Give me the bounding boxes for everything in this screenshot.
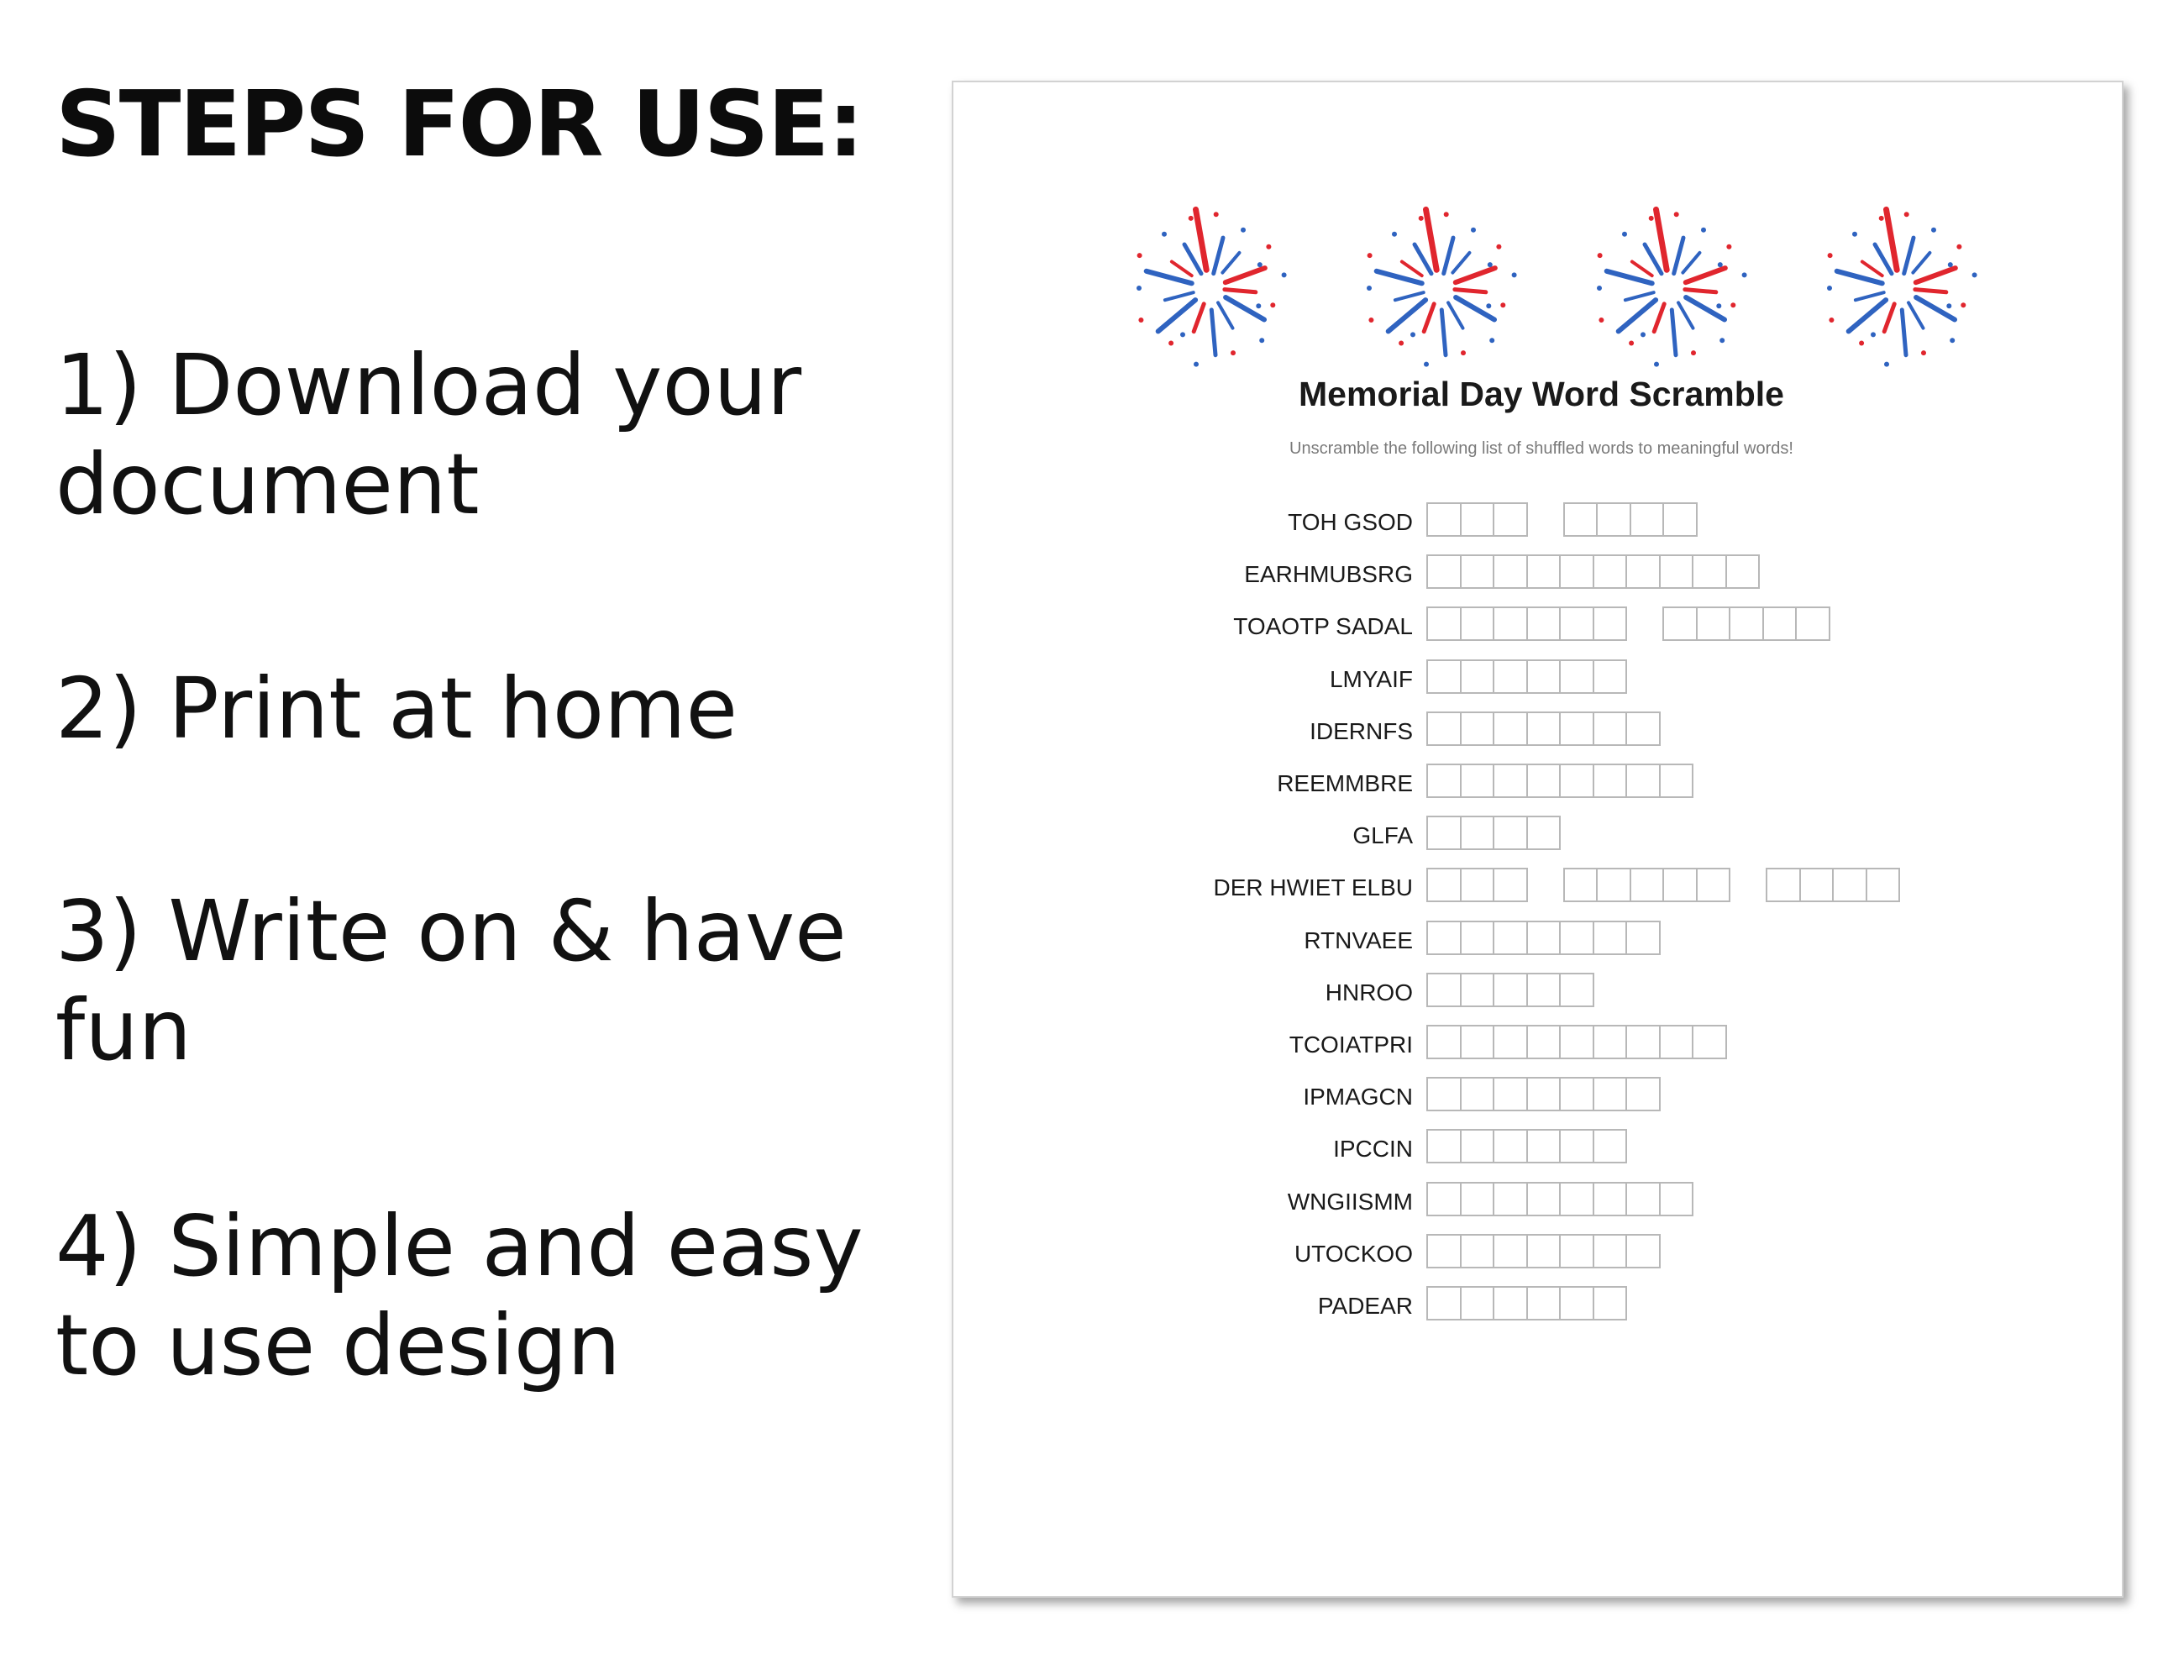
answer-word-group: [1426, 1286, 1627, 1323]
letter-box[interactable]: [1426, 868, 1462, 902]
answer-boxes: [1426, 1234, 1696, 1271]
letter-box[interactable]: [1526, 1286, 1562, 1320]
letter-box[interactable]: [1795, 606, 1830, 641]
letter-box[interactable]: [1593, 554, 1628, 589]
answer-boxes: [1426, 1286, 1662, 1323]
letter-box[interactable]: [1426, 921, 1462, 955]
letter-box[interactable]: [1559, 1286, 1594, 1320]
answer-boxes: [1426, 1182, 1729, 1219]
answer-word-group: [1426, 1077, 1661, 1114]
step-print: 2) Print at home: [55, 659, 738, 758]
letter-box[interactable]: [1696, 868, 1731, 902]
letter-box[interactable]: [1593, 1182, 1628, 1216]
letter-box[interactable]: [1766, 868, 1801, 902]
letter-box[interactable]: [1526, 606, 1562, 641]
letter-box[interactable]: [1692, 1025, 1727, 1059]
scrambled-word: TCOIATPRI: [1289, 1032, 1413, 1058]
scramble-row: [953, 659, 2121, 696]
letter-box[interactable]: [1493, 973, 1528, 1007]
letter-box[interactable]: [1625, 1025, 1661, 1059]
scrambled-word: HNROO: [1325, 979, 1413, 1005]
letter-box[interactable]: [1460, 973, 1495, 1007]
letter-box[interactable]: [1559, 1077, 1594, 1111]
letter-box[interactable]: [1559, 711, 1594, 746]
scramble-row: [953, 1077, 2121, 1114]
letter-box[interactable]: [1526, 764, 1562, 798]
answer-word-group: [1426, 1129, 1627, 1166]
letter-box[interactable]: [1559, 1182, 1594, 1216]
letter-box[interactable]: [1460, 1077, 1495, 1111]
letter-box[interactable]: [1866, 868, 1901, 902]
letter-box[interactable]: [1426, 816, 1462, 850]
scrambled-word: PADEAR: [1317, 1293, 1413, 1319]
scrambled-word: DER HWIET ELBU: [1213, 874, 1413, 900]
letter-box[interactable]: [1493, 1025, 1528, 1059]
scramble-row: [953, 868, 2121, 905]
answer-word-group: [1426, 502, 1528, 539]
letter-box[interactable]: [1460, 1182, 1495, 1216]
letter-box[interactable]: [1526, 711, 1562, 746]
letter-box[interactable]: [1659, 1025, 1694, 1059]
scrambled-word: REEMMBRE: [1277, 770, 1413, 796]
letter-box[interactable]: [1426, 502, 1462, 537]
letter-box[interactable]: [1559, 554, 1594, 589]
letter-box[interactable]: [1493, 764, 1528, 798]
answer-boxes: [1426, 659, 1662, 696]
scrambled-word: UTOCKOO: [1294, 1241, 1413, 1267]
firework-icon: [1130, 200, 1289, 376]
answer-word-group: [1426, 659, 1627, 696]
scramble-row: [953, 921, 2121, 958]
letter-box[interactable]: [1526, 554, 1562, 589]
letter-box[interactable]: [1559, 1025, 1594, 1059]
letter-box[interactable]: [1493, 1129, 1528, 1163]
letter-box[interactable]: [1426, 1234, 1462, 1268]
letter-box[interactable]: [1725, 554, 1761, 589]
letter-box[interactable]: [1625, 1182, 1661, 1216]
letter-box[interactable]: [1493, 816, 1528, 850]
firework-icon: [1360, 200, 1520, 376]
letter-box[interactable]: [1493, 1234, 1528, 1268]
scramble-row: [953, 711, 2121, 748]
answer-word-group: [1426, 1025, 1727, 1062]
letter-box[interactable]: [1426, 606, 1462, 641]
letter-box[interactable]: [1460, 868, 1495, 902]
letter-box[interactable]: [1559, 659, 1594, 694]
letter-box[interactable]: [1593, 606, 1628, 641]
answer-word-group: [1662, 606, 1830, 643]
letter-box[interactable]: [1526, 1234, 1562, 1268]
letter-box[interactable]: [1493, 554, 1528, 589]
letter-box[interactable]: [1625, 1234, 1661, 1268]
letter-box[interactable]: [1729, 606, 1764, 641]
letter-box[interactable]: [1659, 764, 1694, 798]
answer-boxes: [1426, 502, 1733, 539]
letter-box[interactable]: [1426, 1077, 1462, 1111]
letter-box[interactable]: [1526, 1129, 1562, 1163]
letter-box[interactable]: [1426, 1182, 1462, 1216]
scrambled-word: RTNVAEE: [1304, 927, 1413, 953]
letter-box[interactable]: [1625, 921, 1661, 955]
scramble-row: [953, 554, 2121, 591]
scramble-row: [953, 816, 2121, 853]
answer-word-group: [1563, 868, 1731, 905]
letter-box[interactable]: [1426, 659, 1462, 694]
letter-box[interactable]: [1559, 973, 1594, 1007]
scramble-row: [953, 606, 2121, 643]
letter-box[interactable]: [1460, 921, 1495, 955]
scramble-row: [953, 1129, 2121, 1166]
letter-box[interactable]: [1526, 816, 1562, 850]
letter-box[interactable]: [1593, 1129, 1628, 1163]
answer-word-group: [1766, 868, 1900, 905]
answer-boxes: [1426, 973, 1630, 1010]
letter-box[interactable]: [1559, 764, 1594, 798]
letter-box[interactable]: [1526, 1025, 1562, 1059]
letter-box[interactable]: [1460, 1129, 1495, 1163]
scrambled-word: TOAOTP SADAL: [1233, 613, 1413, 639]
letter-box[interactable]: [1596, 868, 1631, 902]
letter-box[interactable]: [1696, 606, 1731, 641]
letter-box[interactable]: [1493, 1182, 1528, 1216]
answer-boxes: [1426, 816, 1596, 853]
scrambled-word: IPMAGCN: [1303, 1084, 1413, 1110]
letter-box[interactable]: [1526, 973, 1562, 1007]
answer-boxes: [1426, 606, 1866, 643]
letter-box[interactable]: [1559, 606, 1594, 641]
answer-boxes: [1426, 921, 1696, 958]
letter-box[interactable]: [1593, 1025, 1628, 1059]
scrambled-word: TOH GSOD: [1288, 509, 1413, 535]
answer-boxes: [1426, 764, 1729, 801]
letter-box[interactable]: [1493, 1077, 1528, 1111]
letter-box[interactable]: [1426, 711, 1462, 746]
answer-boxes: [1426, 711, 1696, 748]
letter-box[interactable]: [1460, 1025, 1495, 1059]
letter-box[interactable]: [1625, 1077, 1661, 1111]
fireworks-banner: [1130, 200, 1970, 376]
scramble-row: [953, 973, 2121, 1010]
instructions-panel: [55, 72, 912, 1394]
letter-box[interactable]: [1659, 554, 1694, 589]
letter-box[interactable]: [1493, 1286, 1528, 1320]
letter-box[interactable]: [1659, 1182, 1694, 1216]
worksheet-page: [952, 81, 2124, 1598]
letter-box[interactable]: [1426, 1025, 1462, 1059]
letter-box[interactable]: [1559, 921, 1594, 955]
step-download: 1) Download your document: [55, 336, 802, 533]
letter-box[interactable]: [1493, 711, 1528, 746]
answer-boxes: [1426, 1077, 1696, 1114]
letter-box[interactable]: [1426, 554, 1462, 589]
answer-word-group: [1426, 711, 1661, 748]
scramble-row: [953, 1025, 2121, 1062]
letter-box[interactable]: [1625, 554, 1661, 589]
letter-box[interactable]: [1460, 764, 1495, 798]
letter-box[interactable]: [1692, 554, 1727, 589]
letter-box[interactable]: [1526, 921, 1562, 955]
letter-box[interactable]: [1593, 921, 1628, 955]
worksheet-title: Memorial Day Word Scramble: [1299, 375, 1784, 413]
letter-box[interactable]: [1559, 1129, 1594, 1163]
answer-word-group: [1426, 1182, 1693, 1219]
answer-word-group: [1426, 973, 1594, 1010]
letter-box[interactable]: [1493, 502, 1528, 537]
letter-box[interactable]: [1460, 1234, 1495, 1268]
letter-box[interactable]: [1460, 606, 1495, 641]
answer-boxes: [1426, 554, 1795, 591]
letter-box[interactable]: [1460, 711, 1495, 746]
scramble-row: [953, 1234, 2121, 1271]
scrambled-word: EARHMUBSRG: [1244, 561, 1413, 587]
firework-icon: [1590, 200, 1750, 376]
letter-box[interactable]: [1799, 868, 1835, 902]
letter-box[interactable]: [1625, 764, 1661, 798]
answer-word-group: [1426, 554, 1760, 591]
letter-box[interactable]: [1526, 659, 1562, 694]
letter-box[interactable]: [1563, 868, 1599, 902]
answer-word-group: [1426, 764, 1693, 801]
letter-box[interactable]: [1426, 973, 1462, 1007]
answer-boxes: [1426, 1025, 1762, 1062]
scramble-row: [953, 764, 2121, 801]
letter-box[interactable]: [1460, 659, 1495, 694]
answer-word-group: [1563, 502, 1698, 539]
letter-box[interactable]: [1563, 502, 1599, 537]
letter-box[interactable]: [1593, 1286, 1628, 1320]
letter-box[interactable]: [1662, 502, 1698, 537]
letter-box[interactable]: [1526, 1182, 1562, 1216]
scramble-row: [953, 502, 2121, 539]
answer-word-group: [1426, 868, 1528, 905]
step-write: 3) Write on & have fun: [55, 882, 847, 1079]
letter-box[interactable]: [1426, 1286, 1462, 1320]
letter-box[interactable]: [1460, 816, 1495, 850]
letter-box[interactable]: [1593, 711, 1628, 746]
letter-box[interactable]: [1662, 868, 1698, 902]
letter-box[interactable]: [1762, 606, 1798, 641]
letter-box[interactable]: [1593, 659, 1628, 694]
letter-box[interactable]: [1493, 921, 1528, 955]
steps-heading: STEPS FOR USE:: [55, 72, 863, 177]
scramble-row: [953, 1182, 2121, 1219]
scrambled-word: WNGIISMM: [1287, 1189, 1413, 1215]
step-simple-design: 4) Simple and easy to use design: [55, 1197, 864, 1394]
letter-box[interactable]: [1832, 868, 1867, 902]
letter-box[interactable]: [1493, 659, 1528, 694]
answer-word-group: [1426, 606, 1627, 643]
firework-icon: [1820, 200, 1980, 376]
letter-box[interactable]: [1630, 868, 1665, 902]
answer-word-group: [1426, 1234, 1661, 1271]
answer-boxes: [1426, 868, 1935, 905]
scrambled-word: LMYAIF: [1329, 666, 1413, 692]
letter-box[interactable]: [1596, 502, 1631, 537]
letter-box[interactable]: [1593, 1234, 1628, 1268]
scrambled-word: IDERNFS: [1310, 718, 1413, 744]
letter-box[interactable]: [1426, 1129, 1462, 1163]
letter-box[interactable]: [1662, 606, 1698, 641]
scrambled-word: GLFA: [1352, 822, 1413, 848]
letter-box[interactable]: [1593, 1077, 1628, 1111]
letter-box[interactable]: [1460, 502, 1495, 537]
letter-box[interactable]: [1493, 606, 1528, 641]
scrambled-word: IPCCIN: [1333, 1136, 1413, 1162]
letter-box[interactable]: [1630, 502, 1665, 537]
letter-box[interactable]: [1526, 1077, 1562, 1111]
letter-box[interactable]: [1593, 764, 1628, 798]
scramble-row: [953, 1286, 2121, 1323]
worksheet-subtitle: Unscramble the following list of shuffled words to meaningful words!: [1289, 439, 1793, 458]
answer-boxes: [1426, 1129, 1662, 1166]
letter-box[interactable]: [1493, 868, 1528, 902]
answer-word-group: [1426, 921, 1661, 958]
letter-box[interactable]: [1559, 1234, 1594, 1268]
letter-box[interactable]: [1460, 1286, 1495, 1320]
letter-box[interactable]: [1426, 764, 1462, 798]
answer-word-group: [1426, 816, 1561, 853]
letter-box[interactable]: [1460, 554, 1495, 589]
letter-box[interactable]: [1625, 711, 1661, 746]
